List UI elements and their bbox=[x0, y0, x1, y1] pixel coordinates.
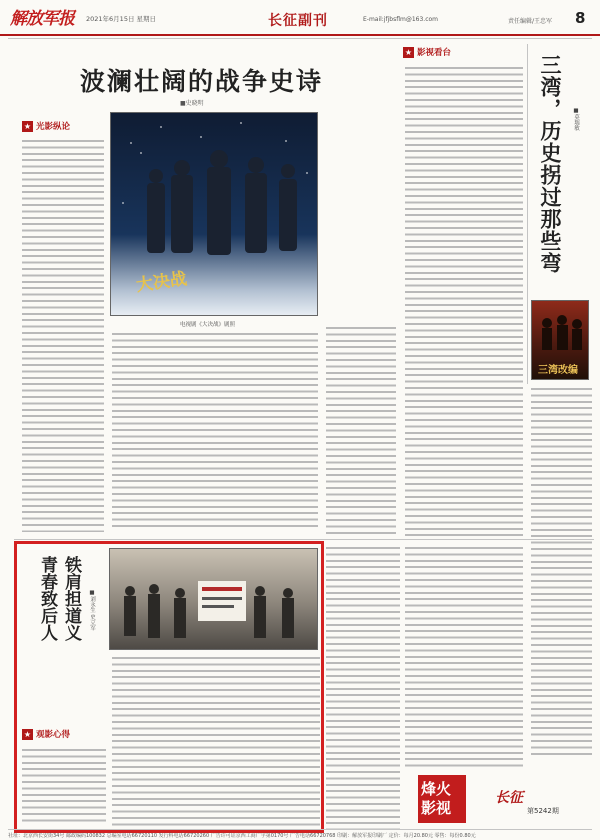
section-divider bbox=[14, 539, 594, 540]
section-tag-yingshi bbox=[403, 46, 451, 58]
page-number: 8 bbox=[575, 9, 586, 27]
column-divider bbox=[527, 44, 528, 384]
contact-email[interactable]: E-mail:jfjbsflm@163.com bbox=[363, 16, 439, 23]
newspaper-logo: 解放军报 bbox=[10, 9, 74, 29]
soldiers-in-snow-figure bbox=[111, 113, 318, 316]
drama-still-photo bbox=[110, 112, 318, 316]
star-icon: ★ bbox=[23, 729, 32, 739]
text-column bbox=[405, 544, 523, 767]
text-column bbox=[326, 544, 400, 829]
section-tag-guanying bbox=[22, 728, 70, 740]
tag-label: 光影纵论 bbox=[36, 122, 71, 132]
lead-byline: ■史晓明 bbox=[180, 100, 204, 107]
text-column bbox=[531, 385, 592, 755]
section-title: 长征副刊 bbox=[268, 13, 328, 29]
text-column bbox=[405, 64, 523, 538]
text-column bbox=[22, 137, 104, 532]
header-divider bbox=[8, 38, 592, 39]
tag-label: 观影心得 bbox=[36, 730, 71, 740]
section-tag-guangying bbox=[22, 120, 70, 132]
right-headline: 三湾，历史拐过那些弯 bbox=[538, 54, 563, 274]
lead-headline: 波澜壮阔的战争史诗 bbox=[80, 67, 324, 96]
march-crowd-figure bbox=[110, 549, 318, 650]
photo-caption: 电视剧《大决战》剧照 bbox=[180, 322, 236, 328]
right-byline: ■莫瑞敏 bbox=[573, 108, 579, 131]
text-column bbox=[112, 330, 318, 530]
column-seal: 烽火影视 bbox=[418, 775, 466, 823]
editor-credit: 责任编辑/王忠军 bbox=[508, 18, 553, 25]
tag-label: 影视看台 bbox=[417, 48, 452, 58]
feature-headline-line2: 青春致后人 bbox=[37, 556, 57, 641]
issue-date: 2021年6月15日 星期日 bbox=[86, 15, 157, 23]
three-bay-poster bbox=[531, 300, 589, 380]
issue-number: 第5242期 bbox=[527, 807, 559, 815]
text-column bbox=[22, 746, 106, 826]
footer-info: 社址：北京西长安街34号 邮政编码100832 总编室电话66720110 发行科电话66720260 广告许可证京西工商广字第0170号 广告电话66720768 印刷：解放军报印刷厂 定价：每月20.80元 零售：每份0.80元 bbox=[8, 829, 592, 839]
star-icon: ★ bbox=[404, 47, 413, 57]
feature-byline: ■刘永生 史立军 bbox=[89, 590, 95, 631]
text-column bbox=[112, 654, 320, 826]
svg-text:大决战: 大决战 bbox=[134, 269, 189, 296]
poster-title: 三湾改编 bbox=[538, 365, 578, 376]
supplement-logo: 长征 bbox=[495, 790, 523, 806]
text-column bbox=[326, 324, 396, 536]
feature-headline-line1: 铁肩担道义 bbox=[61, 556, 81, 641]
star-icon: ★ bbox=[23, 121, 32, 131]
feature-still-photo bbox=[109, 548, 318, 650]
poster-figures bbox=[532, 301, 589, 380]
